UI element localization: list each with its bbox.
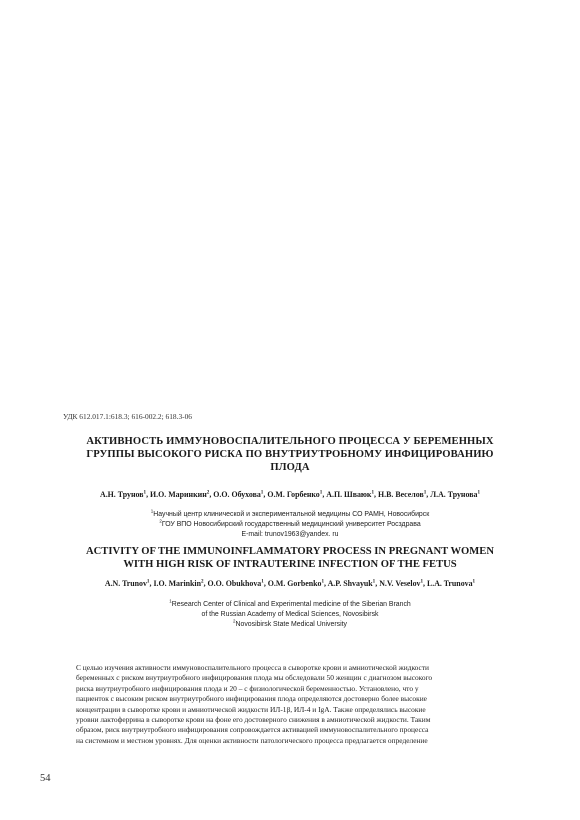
- author-name: Н.В. Веселов: [378, 490, 424, 499]
- udc-code: УДК 612.017.1:618.3; 616-002.2; 618.3-06: [63, 412, 193, 421]
- author-sup: 1: [472, 578, 476, 585]
- affiliation-text: Научный центр клинической и экспериментальной медицины СО РАМН, Новосибирск: [153, 511, 430, 518]
- email: E-mail: trunov1963@yandex. ru: [241, 531, 339, 538]
- author-name: N.V. Veselov: [379, 579, 421, 588]
- affiliation-sup: 1: [150, 508, 154, 514]
- author-name: O.M. Gorbenko: [267, 579, 322, 588]
- author-name: L.A. Trunova: [427, 579, 473, 588]
- affiliation-text: of the Russian Academy of Medical Sciences, Novosibirsk: [201, 611, 379, 618]
- affiliation-sup: 2: [159, 518, 162, 524]
- title-en: [44, 545, 536, 571]
- author-sup: 1: [321, 578, 325, 585]
- title-en-line: ACTIVITY OF THE IMMUNOINFLAMMATORY PROCESS IN PREGNANT WOMEN: [85, 546, 494, 557]
- author-sup: 1: [423, 489, 427, 496]
- abstract-line: концентрации в сыворотке крови и амниотической жидкости ИЛ-1β, ИЛ-4 и IgA. Также определялись высокие: [76, 704, 426, 714]
- affiliation-sup: 2: [233, 618, 236, 624]
- affiliation-text: ГОУ ВПО Новосибирский государственный медицинский университет Росздрава: [161, 521, 421, 528]
- affiliations-ru: [44, 510, 536, 540]
- author-sup: 1: [477, 489, 480, 496]
- abstract-line: на системном и местном уровнях. Для оценки активности патологического процесса предлагается определение: [76, 735, 428, 745]
- abstract-line: образом, риск внутриутробного инфицирования сопровождается активацией иммуновоспалительного процесса: [76, 725, 429, 735]
- author-sup: 1: [420, 578, 424, 585]
- author-name: А.Н. Трунов: [100, 490, 144, 499]
- abstract-line: пациенток с высоким риском внутриутробного инфицирования плода определяются достоверно более высокие: [76, 694, 427, 704]
- affiliation-line: [44, 510, 536, 520]
- affiliation-line: [44, 600, 536, 610]
- abstract-line: С целью изучения активности иммуновоспалительного процесса в сыворотке крови и амниотической жидкости: [76, 663, 430, 672]
- author-sup: 1: [371, 489, 375, 496]
- author-name: O.O. Obukhova: [207, 579, 262, 588]
- author-sup: 2: [201, 578, 204, 585]
- affiliation-line: [44, 620, 536, 630]
- author-name: A.N. Trunov: [104, 579, 147, 588]
- abstract: [76, 663, 506, 746]
- author-sup: 1: [146, 578, 150, 585]
- author-name: I.O. Marinkin: [153, 579, 202, 588]
- affiliation-sup: 1: [169, 598, 172, 604]
- author-sup: 1: [260, 489, 264, 496]
- author-name: Л.А. Трунова: [430, 490, 478, 499]
- affiliations-en: [44, 600, 536, 630]
- author-name: A.P. Shvayuk: [327, 579, 373, 588]
- title-en-line: WITH HIGH RISK OF INTRAUTERINE INFECTION OF THE FETUS: [123, 559, 457, 570]
- abstract-line: риска внутриутробного инфицирования плода и 20 – с физиологической беременностью. Установлено, что у: [76, 683, 419, 693]
- affiliation-line: [44, 610, 536, 620]
- author-sup: 1: [261, 578, 264, 585]
- abstract-line: уровни лактоферрина в сыворотке крови на фоне его достоверного снижения в амниотической жидкости. Таким: [76, 715, 431, 725]
- author-name: О.М. Горбенко: [267, 490, 320, 499]
- title-ru-line: АКТИВНОСТЬ ИММУНОВОСПАЛИТЕЛЬНОГО ПРОЦЕССА У БЕРЕМЕННЫХ: [86, 436, 494, 447]
- page-number: 54: [40, 773, 51, 784]
- title-ru: [44, 435, 536, 474]
- title-ru-line: ПЛОДА: [270, 462, 310, 473]
- authors-ru: А.Н. Трунов$^1$, И.О. Маринкин$^2$, О.О. Обухова$^1$, О.М. Горбенко$^1$, А.П. Шваюк$^1$, Н.В. Веселов$^1$, Л.А. Трунова$^1$: [100, 489, 480, 499]
- affiliation-text: Novosibirsk State Medical University: [235, 621, 347, 628]
- author-sup: 2: [206, 489, 210, 496]
- title-ru-line: ГРУППЫ ВЫСОКОГО РИСКА ПО ВНУТРИУТРОБНОМУ ИНФИЦИРОВАНИЮ: [86, 449, 494, 460]
- author-name: И.О. Маринкин: [150, 490, 207, 499]
- author-sup: 1: [143, 489, 147, 496]
- author-sup: 1: [319, 489, 323, 496]
- affiliation-line: [44, 520, 536, 530]
- author-name: О.О. Обухова: [213, 490, 261, 499]
- affiliation-text: Research Center of Clinical and Experimental medicine of the Siberian Branch: [171, 601, 411, 608]
- abstract-line: беременных с риском внутриутробного инфицирования плода мы обследовали 50 женщин с диагнозом высокого: [76, 673, 433, 683]
- author-name: А.П. Шваюк: [326, 490, 372, 499]
- author-sup: 1: [372, 578, 376, 585]
- authors-en: A.N. Trunov$^1$, I.O. Marinkin$^2$, O.O. Obukhova$^1$, O.M. Gorbenko$^1$, A.P. Shvayuk$^1$, N.V. Veselov$^1$, L.A. Trunova$^1$: [104, 578, 476, 588]
